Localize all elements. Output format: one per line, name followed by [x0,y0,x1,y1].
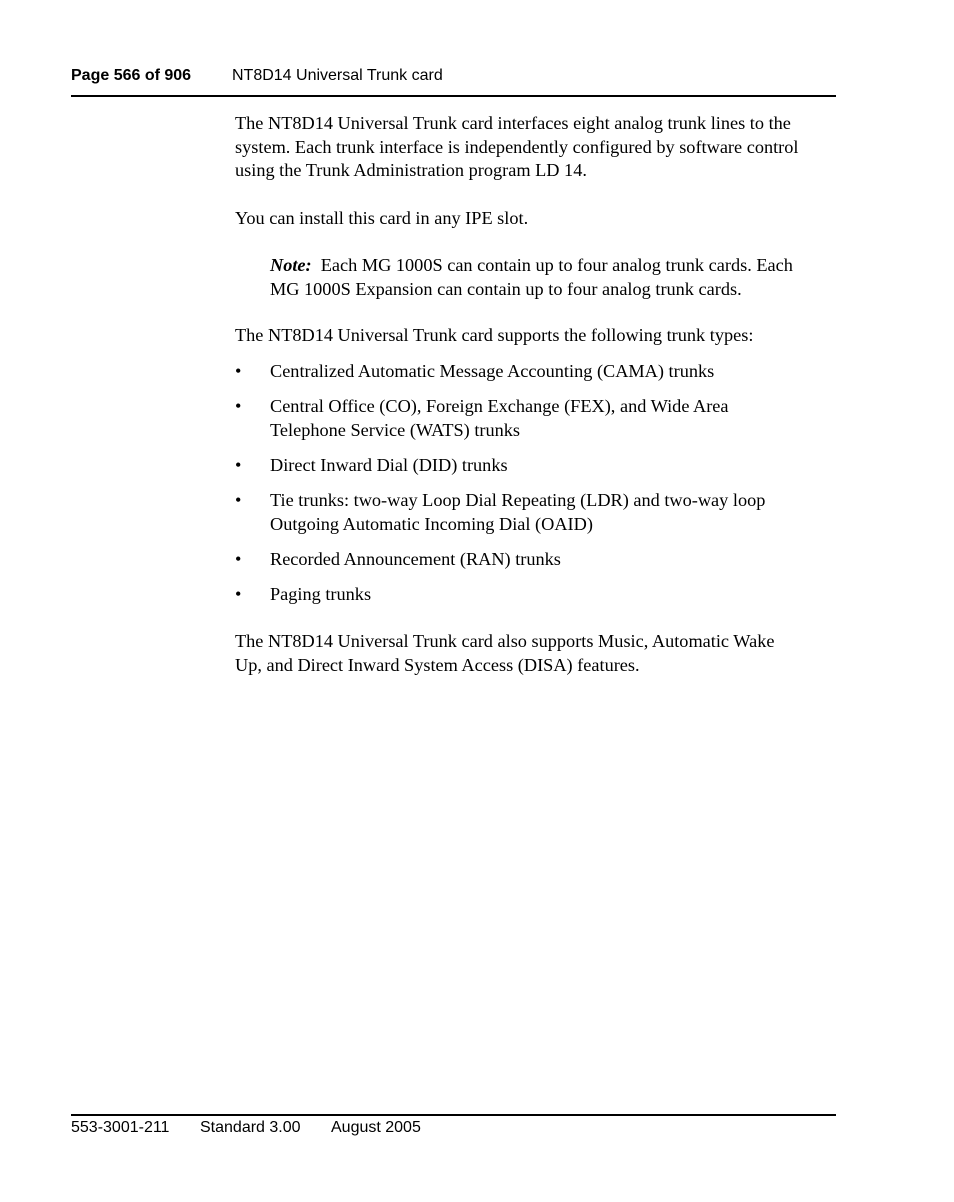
note-line: MG 1000S Expansion can contain up to four analog trunk cards. [270,278,742,299]
note-text: Each MG 1000S can contain up to four analog trunk cards. Each [320,255,793,275]
install-paragraph [235,207,528,231]
list-item [270,454,508,478]
text-line: You can install this card in any IPE slot. [235,208,529,228]
footer-rule [71,1114,836,1116]
publication-date: August 2005 [331,1119,421,1136]
list-item [270,548,561,572]
note-line [270,254,793,278]
list-item-text: Centralized Automatic Message Accounting (CAMA) trunks [270,361,715,381]
list-item-text: Central Office (CO), Foreign Exchange (FEX), and Wide Area [270,396,729,416]
text-line: The NT8D14 Universal Trunk card also supports Music, Automatic Wake [235,631,775,651]
note-label: Note: [270,255,312,275]
bullet-marker: • [235,396,242,416]
note-block [270,254,793,301]
document-number: 553-3001-211 [71,1119,170,1136]
list-item-text: Telephone Service (WATS) trunks [270,419,521,440]
list-item-text: Tie trunks: two-way Loop Dial Repeating (LDR) and two-way loop [270,490,766,510]
text-line: The NT8D14 Universal Trunk card supports the following trunk types: [235,325,754,345]
intro-paragraph [235,112,799,183]
list-item [270,360,714,384]
text-line: system. Each trunk interface is independently configured by software control [235,136,799,157]
list-item [270,583,371,607]
list-item-text: Outgoing Automatic Incoming Dial (OAID) [270,513,593,534]
trunk-types-intro [235,324,753,348]
bullet-marker: • [235,490,242,510]
list-item [270,489,765,536]
list-item [270,395,729,442]
bullet-marker: • [235,549,242,569]
bullet-marker: • [235,455,242,475]
text-line: Up, and Direct Inward System Access (DISA) features. [235,654,640,675]
text-line: using the Trunk Administration program LD 14. [235,160,587,181]
bullet-marker: • [235,361,242,381]
page-header [71,66,443,86]
list-item-text: Paging trunks [270,584,372,604]
list-item-text: Direct Inward Dial (DID) trunks [270,455,508,475]
header-rule [71,95,836,97]
bullet-marker: • [235,584,242,604]
section-title: NT8D14 Universal Trunk card [232,67,443,84]
standard-version: Standard 3.00 [200,1119,301,1136]
features-paragraph [235,630,774,677]
list-item-text: Recorded Announcement (RAN) trunks [270,549,561,569]
page-number: Page 566 of 906 [71,67,192,84]
text-line: The NT8D14 Universal Trunk card interfaces eight analog trunk lines to the [235,113,791,133]
